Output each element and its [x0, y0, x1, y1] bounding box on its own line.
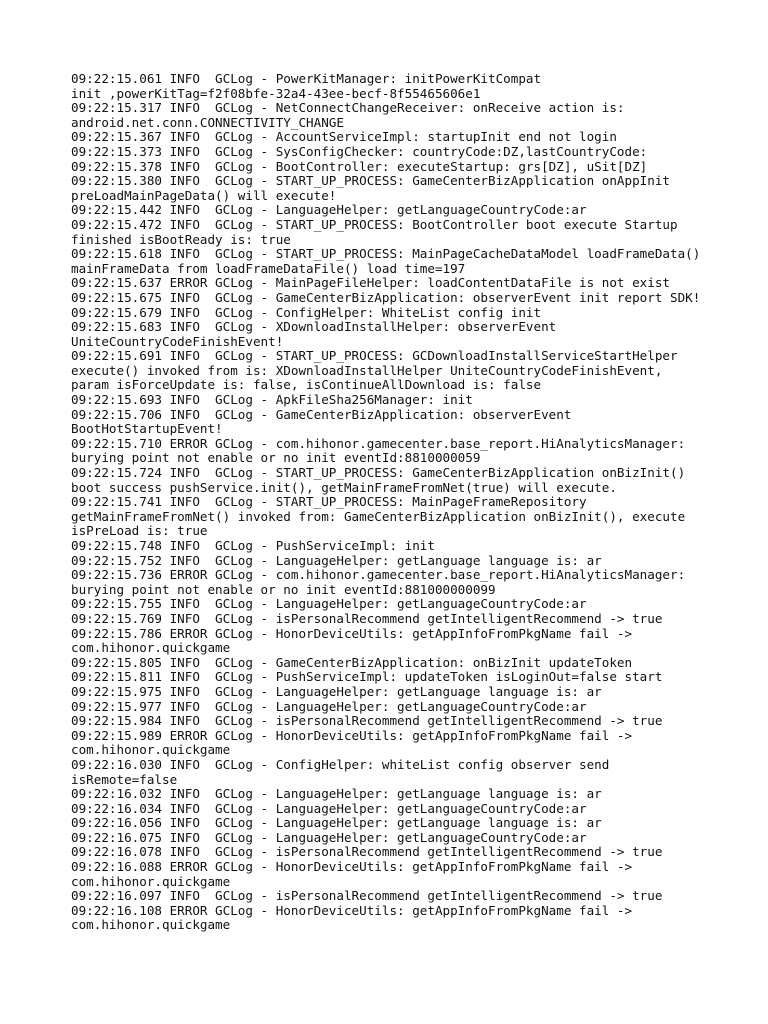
log-line: 09:22:15.977 INFO GCLog - LanguageHelper: getLanguageCountryCode:ar — [71, 698, 587, 714]
log-line: 09:22:15.736 ERROR GCLog - com.hihonor.gamecenter.base_report.HiAnalyticsManager: — [71, 567, 686, 583]
log-line: 09:22:15.984 INFO GCLog - isPersonalRecommend getIntelligentRecommend -> true — [71, 713, 663, 729]
log-line: getMainFrameFromNet() invoked from: GameCenterBizApplication onBizInit(), execute — [71, 508, 686, 524]
log-line: finished isBootReady is: true — [71, 231, 291, 247]
log-line: preLoadMainPageData() will execute! — [71, 187, 337, 203]
log-line: 09:22:15.693 INFO GCLog - ApkFileSha256Manager: init — [71, 392, 473, 408]
log-line: 09:22:16.030 INFO GCLog - ConfigHelper: whiteList config observer send — [71, 756, 610, 772]
log-line: 09:22:15.989 ERROR GCLog - HonorDeviceUtils: getAppInfoFromPkgName fail -> — [71, 727, 633, 743]
log-line: 09:22:16.034 INFO GCLog - LanguageHelper: getLanguageCountryCode:ar — [71, 800, 587, 816]
log-line: param isForceUpdate is: false, isContinueAllDownload is: false — [71, 377, 542, 393]
log-line: 09:22:16.056 INFO GCLog - LanguageHelper: getLanguage language is: ar — [71, 815, 602, 831]
log-line: isPreLoad is: true — [71, 523, 208, 539]
log-line: mainFrameData from loadFrameDataFile() load time=197 — [71, 260, 466, 276]
log-line: 09:22:15.442 INFO GCLog - LanguageHelper: getLanguageCountryCode:ar — [71, 202, 587, 218]
log-line: burying point not enable or no init eventId:8810000059 — [71, 450, 481, 466]
log-line: 09:22:15.755 INFO GCLog - LanguageHelper: getLanguageCountryCode:ar — [71, 596, 587, 612]
log-line: BootHotStartupEvent! — [71, 421, 223, 437]
log-line: com.hihonor.quickgame — [71, 873, 231, 889]
log-line: android.net.conn.CONNECTIVITY_CHANGE — [71, 114, 344, 130]
log-line: 09:22:15.805 INFO GCLog - GameCenterBizApplication: onBizInit updateToken — [71, 654, 633, 670]
log-line: 09:22:15.373 INFO GCLog - SysConfigChecker: countryCode:DZ,lastCountryCode: — [71, 143, 648, 159]
log-line: 09:22:16.032 INFO GCLog - LanguageHelper: getLanguage language is: ar — [71, 786, 602, 802]
log-line: com.hihonor.quickgame — [71, 917, 231, 933]
log-line: com.hihonor.quickgame — [71, 640, 231, 656]
log-line: 09:22:15.710 ERROR GCLog - com.hihonor.gamecenter.base_report.HiAnalyticsManager: — [71, 435, 686, 451]
log-line: 09:22:15.675 INFO GCLog - GameCenterBizApplication: observerEvent init report SDK! — [71, 289, 701, 305]
log-line: 09:22:15.748 INFO GCLog - PushServiceImpl: init — [71, 538, 435, 553]
log-line: 09:22:15.752 INFO GCLog - LanguageHelper: getLanguage language is: ar — [71, 552, 602, 568]
log-line: 09:22:16.078 INFO GCLog - isPersonalRecommend getIntelligentRecommend -> true — [71, 844, 663, 860]
log-line: 09:22:15.975 INFO GCLog - LanguageHelper: getLanguage language is: ar — [71, 683, 602, 699]
log-line: init ,powerKitTag=f2f08bfe-32a4-43ee-becf-8f55465606e1 — [71, 85, 481, 101]
log-line: 09:22:16.108 ERROR GCLog - HonorDeviceUtils: getAppInfoFromPkgName fail -> — [71, 902, 633, 918]
log-line: boot success pushService.init(), getMainFrameFromNet(true) will execute. — [71, 479, 617, 495]
log-line: 09:22:15.786 ERROR GCLog - HonorDeviceUtils: getAppInfoFromPkgName fail -> — [71, 625, 633, 641]
log-line: 09:22:15.679 INFO GCLog - ConfigHelper: WhiteList config init — [71, 304, 542, 320]
log-line: 09:22:15.472 INFO GCLog - START_UP_PROCESS: BootController boot execute Startup — [71, 216, 678, 232]
log-line: 09:22:15.378 INFO GCLog - BootController: executeStartup: grs[DZ], uSit[DZ] — [71, 158, 648, 174]
log-line: execute() invoked from is: XDownloadInstallHelper UniteCountryCodeFinishEvent, — [71, 362, 663, 378]
log-line: com.hihonor.quickgame — [71, 742, 231, 758]
log-line: 09:22:16.088 ERROR GCLog - HonorDeviceUtils: getAppInfoFromPkgName fail -> — [71, 859, 633, 875]
log-line: 09:22:15.637 ERROR GCLog - MainPageFileHelper: loadContentDataFile is not exist — [71, 275, 670, 291]
log-line: 09:22:15.618 INFO GCLog - START_UP_PROCESS: MainPageCacheDataModel loadFrameData() — [71, 246, 701, 262]
log-line: UniteCountryCodeFinishEvent! — [71, 333, 284, 349]
log-line: 09:22:15.741 INFO GCLog - START_UP_PROCESS: MainPageFrameRepository — [71, 494, 587, 510]
log-line: 09:22:15.691 INFO GCLog - START_UP_PROCESS: GCDownloadInstallServiceStartHelper — [71, 348, 678, 364]
log-line: 09:22:15.811 INFO GCLog - PushServiceImpl: updateToken isLoginOut=false start — [71, 669, 663, 685]
log-line: 09:22:15.683 INFO GCLog - XDownloadInstallHelper: observerEvent — [71, 319, 557, 335]
log-line: 09:22:15.724 INFO GCLog - START_UP_PROCESS: GameCenterBizApplication onBizInit() — [71, 465, 686, 481]
log-line: 09:22:15.706 INFO GCLog - GameCenterBizApplication: observerEvent — [71, 406, 572, 422]
log-line: isRemote=false — [71, 771, 178, 787]
log-line: 09:22:15.769 INFO GCLog - isPersonalRecommend getIntelligentRecommend -> true — [71, 610, 663, 626]
log-line: 09:22:16.075 INFO GCLog - LanguageHelper: getLanguageCountryCode:ar — [71, 829, 587, 845]
log-line: 09:22:15.317 INFO GCLog - NetConnectChangeReceiver: onReceive action is: — [71, 100, 625, 116]
log-line: 09:22:15.380 INFO GCLog - START_UP_PROCESS: GameCenterBizApplication onAppInit — [71, 173, 670, 189]
log-line: 09:22:16.097 INFO GCLog - isPersonalRecommend getIntelligentRecommend -> true — [71, 888, 663, 904]
log-line: burying point not enable or no init eventId:881000000099 — [71, 581, 496, 597]
log-line: 09:22:15.061 INFO GCLog - PowerKitManager: initPowerKitCompat — [71, 71, 542, 86]
log-line: 09:22:15.367 INFO GCLog - AccountServiceImpl: startupInit end not login — [71, 129, 617, 145]
log-output — [71, 72, 751, 933]
